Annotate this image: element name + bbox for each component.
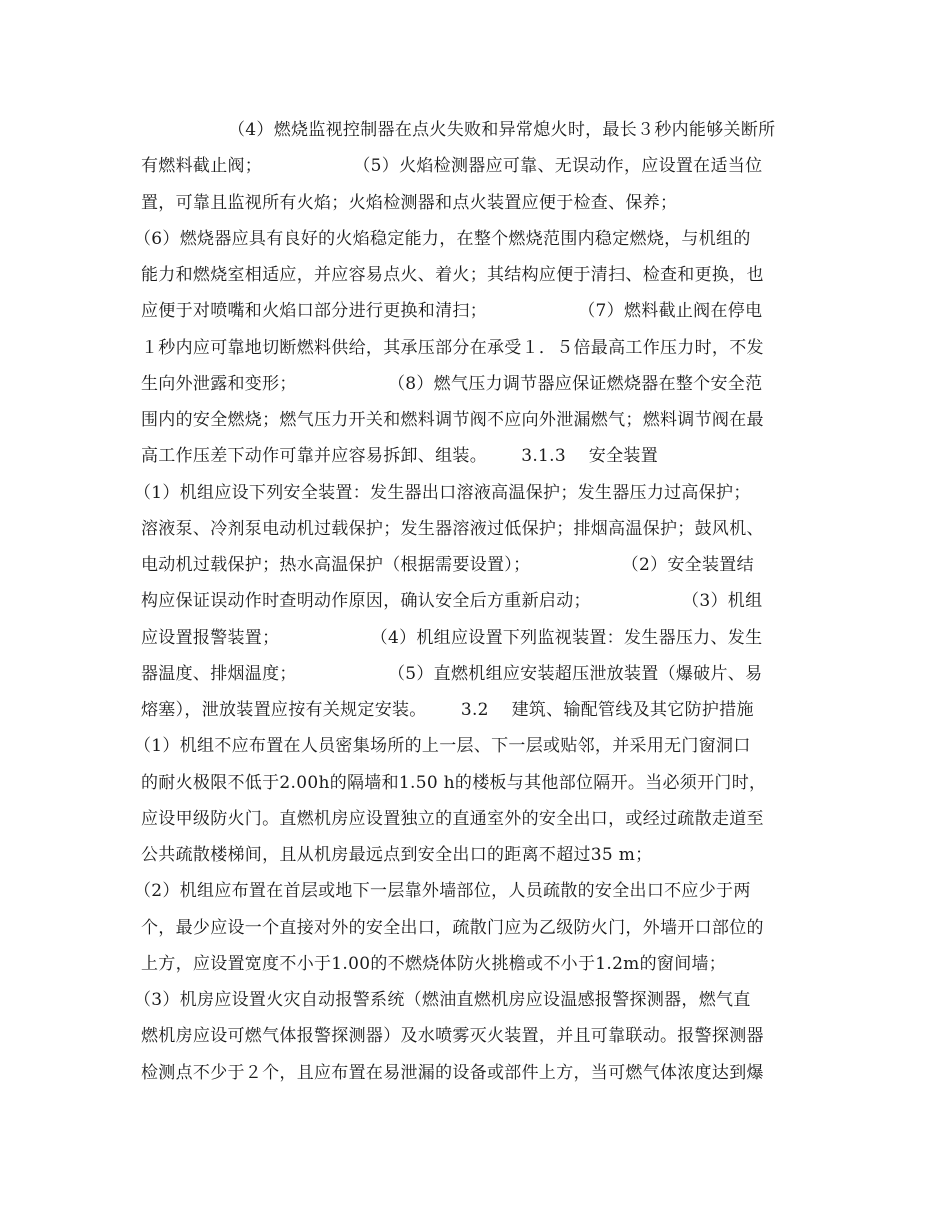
text-line: 上方，应设置宽度不小于1.00的不燃烧体防火挑檐或不小于1.2m的窗间墙； (141, 954, 727, 974)
text-line: （4）燃烧监视控制器在点火失败和异常熄火时，最长３秒内能够关断所 (228, 120, 776, 140)
text-line: 构应保证误动作时查明动作原因，确认安全后方重新启动； （3）机组 (141, 591, 763, 611)
text-line: 器温度、排烟温度； （5）直燃机组应安装超压泄放装置（爆破片、易 (141, 664, 763, 684)
text-line: 检测点不少于２个，且应布置在易泄漏的设备或部件上方，当可燃气体浓度达到爆 (141, 1063, 764, 1083)
text-line: 有燃料截止阀； （5）火焰检测器应可靠、无误动作，应设置在适当位 (141, 156, 763, 176)
text-line: （1）机组不应布置在人员密集场所的上一层、下一层或贴邻，并采用无门窗洞口 (134, 736, 751, 756)
text-line: 熔塞），泄放装置应按有关规定安装。 3.2 建筑、输配管线及其它防护措施 (141, 700, 754, 720)
text-line: 置，可靠且监视所有火焰；火焰检测器和点火装置应便于检查、保养； (141, 193, 678, 213)
text-line: （2）机组应布置在首层或地下一层靠外墙部位，人员疏散的安全出口不应少于两 (134, 881, 751, 901)
text-line: 公共疏散楼梯间，且从机房最远点到安全出口的距离不超过35 m； (141, 845, 653, 865)
text-line: 应设甲级防火门。直燃机房应设置独立的直通室外的安全出口，或经过疏散走道至 (141, 809, 764, 829)
text-line: １秒内应可靠地切断燃料供给，其承压部分在承受１．５倍最高工作压力时，不发 (141, 338, 764, 358)
text-line: （3）机房应设置火灾自动报警系统（燃油直燃机房应设温感报警探测器，燃气直 (134, 990, 751, 1010)
text-line: 高工作压差下动作可靠并应容易拆卸、组装。 3.1.3 安全装置 (141, 446, 658, 466)
text-line: 应设置报警装置； （4）机组应设置下列监视装置：发生器压力、发生 (141, 628, 763, 648)
text-line: 生向外泄露和变形； （8）燃气压力调节器应保证燃烧器在整个安全范 (141, 374, 763, 394)
text-line: 的耐火极限不低于2.00h的隔墙和1.50 h的楼板与其他部位隔开。当必须开门时， (141, 773, 767, 793)
text-line: 能力和燃烧室相适应，并应容易点火、着火；其结构应便于清扫、检查和更换，也 (141, 265, 764, 285)
text-line: 个，最少应设一个直接对外的安全出口，疏散门应为乙级防火门，外墙开口部位的 (141, 918, 764, 938)
text-line: 电动机过载保护；热水高温保护（根据需要设置）； （2）安全装置结 (141, 555, 754, 575)
text-line: 燃机房应设可燃气体报警探测器）及水喷雾灭火装置，并且可靠联动。报警探测器 (141, 1026, 764, 1046)
text-line: 应便于对喷嘴和火焰口部分进行更换和清扫； （7）燃料截止阀在停电 (141, 301, 763, 321)
text-line: （1）机组应设下列安全装置：发生器出口溶液高温保护；发生器压力过高保护； (134, 483, 751, 503)
text-line: 溶液泵、冷剂泵电动机过载保护；发生器溶液过低保护；排烟高温保护；鼓风机、 (141, 519, 764, 539)
text-line: 围内的安全燃烧；燃气压力开关和燃料调节阀不应向外泄漏燃气；燃料调节阀在最 (141, 410, 764, 430)
text-line: （6）燃烧器应具有良好的火焰稳定能力，在整个燃烧范围内稳定燃烧，与机组的 (134, 229, 751, 249)
